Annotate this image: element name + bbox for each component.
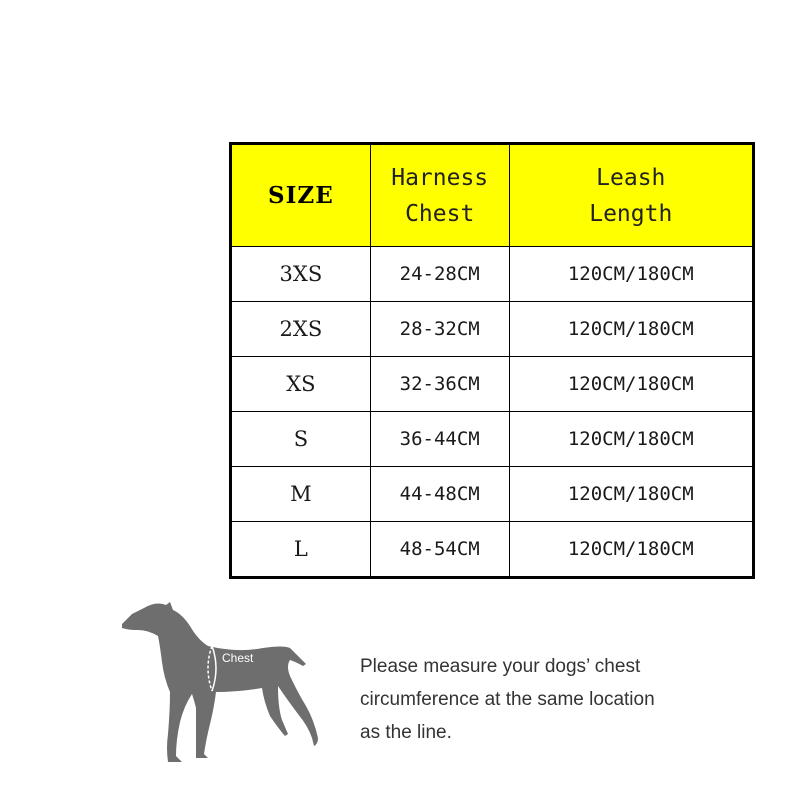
chest-cell: 44-48CM [370, 467, 509, 522]
leash-cell: 120CM/180CM [509, 522, 753, 578]
chest-cell: 36-44CM [370, 412, 509, 467]
table-row [231, 412, 754, 467]
header-leash-length-line1: Leash [596, 164, 666, 191]
measurement-note [360, 650, 780, 749]
size-cell: 2XS [231, 302, 371, 357]
chest-cell: 32-36CM [370, 357, 509, 412]
chest-cell: 48-54CM [370, 522, 509, 578]
note-line: circumference at the same location [360, 689, 655, 710]
table-row [231, 357, 754, 412]
size-cell: 3XS [231, 247, 371, 302]
leash-cell: 120CM/180CM [509, 302, 753, 357]
note-line: Please measure your dogs’ chest [360, 656, 641, 677]
dog-body-shape [122, 602, 318, 762]
chest-cell: 24-28CM [370, 247, 509, 302]
header-harness-chest [370, 144, 509, 247]
size-cell: L [231, 522, 371, 578]
size-table [229, 142, 755, 579]
size-cell: M [231, 467, 371, 522]
table-header-row [231, 144, 754, 247]
header-leash-length [509, 144, 753, 247]
table-row [231, 247, 754, 302]
header-harness-chest-line1: Harness [391, 164, 489, 191]
header-harness-chest-line2: Chest [405, 200, 475, 227]
size-cell: S [231, 412, 371, 467]
leash-cell: 120CM/180CM [509, 357, 753, 412]
leash-cell: 120CM/180CM [509, 412, 753, 467]
header-leash-length-line2: Length [589, 200, 673, 227]
leash-cell: 120CM/180CM [509, 467, 753, 522]
note-line: as the line. [360, 722, 452, 743]
size-cell: XS [231, 357, 371, 412]
chest-label: Chest [222, 651, 254, 665]
table-row [231, 467, 754, 522]
table-row [231, 302, 754, 357]
header-size: SIZE [231, 144, 371, 247]
table-row [231, 522, 754, 578]
chest-cell: 28-32CM [370, 302, 509, 357]
dog-silhouette-icon [118, 598, 323, 770]
leash-cell: 120CM/180CM [509, 247, 753, 302]
